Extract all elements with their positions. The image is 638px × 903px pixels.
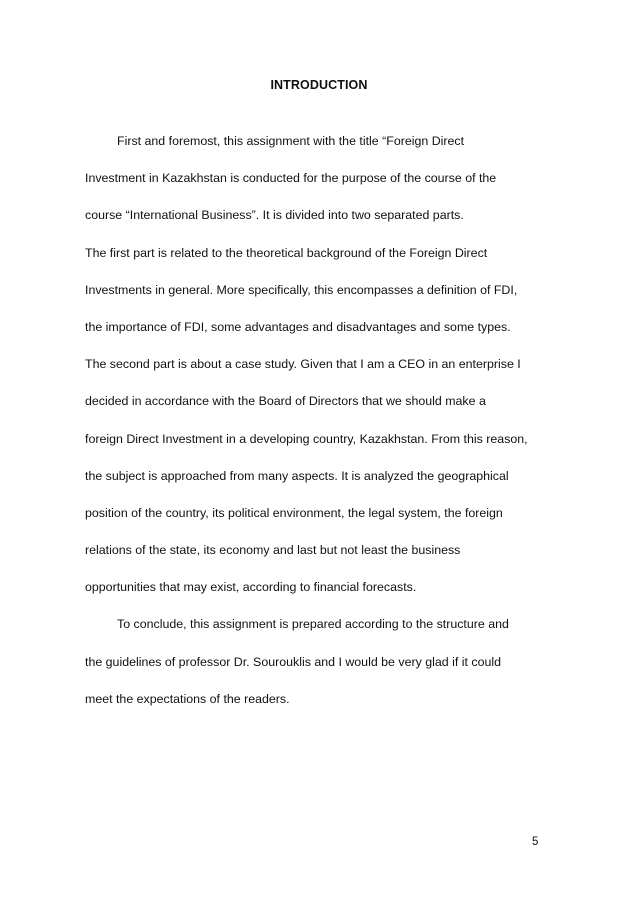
- page-title: INTRODUCTION: [270, 78, 368, 92]
- paragraph-line: meet the expectations of the readers.: [85, 691, 290, 706]
- introduction-body: [85, 123, 560, 718]
- page-number: 5: [532, 836, 539, 848]
- paragraph-line: decided in accordance with the Board of Directors that we should make a: [85, 394, 486, 409]
- paragraph-line: The second part is about a case study. Given that I am a CEO in an enterprise I: [85, 357, 521, 372]
- paragraph-line: Investments in general. More specifically, this encompasses a definition of FDI,: [85, 282, 518, 297]
- paragraph-line: course “International Business”. It is divided into two separated parts.: [85, 208, 464, 223]
- paragraph-line: The first part is related to the theoretical background of the Foreign Direct: [85, 245, 488, 260]
- paragraph-line: position of the country, its political environment, the legal system, the foreign: [85, 505, 503, 520]
- paragraph-line: First and foremost, this assignment with the title “Foreign Direct: [117, 134, 465, 148]
- paragraph-line: opportunities that may exist, according to financial forecasts.: [85, 580, 417, 595]
- paragraph-line: foreign Direct Investment in a developing country, Kazakhstan. From this reason,: [85, 431, 528, 446]
- paragraph-line: the guidelines of professor Dr. Sourouklis and I would be very glad if it could: [85, 654, 502, 669]
- paragraph-line: the subject is approached from many aspects. It is analyzed the geographical: [85, 468, 509, 483]
- paragraph-line: Investment in Kazakhstan is conducted for the purpose of the course of the: [85, 171, 497, 186]
- paragraph-line: the importance of FDI, some advantages and disadvantages and some types.: [85, 319, 511, 334]
- paragraph-line: relations of the state, its economy and last but not least the business: [85, 543, 461, 558]
- paragraph-line: To conclude, this assignment is prepared according to the structure and: [117, 617, 509, 632]
